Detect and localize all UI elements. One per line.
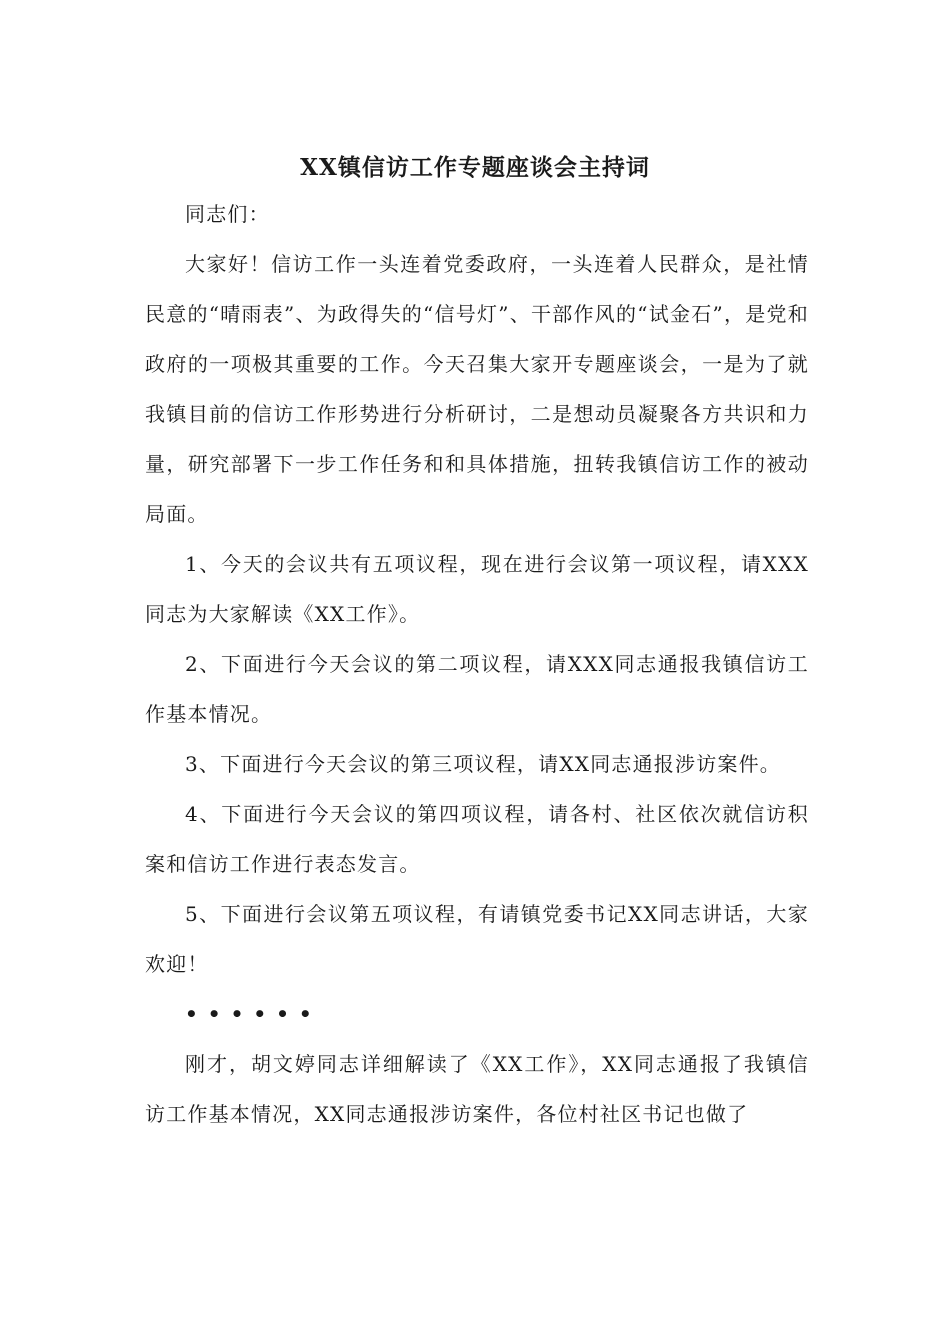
- agenda-item-2: 2、下面进行今天会议的第二项议程，请XXX同志通报我镇信访工作基本情况。: [145, 652, 809, 726]
- document-title: XX镇信访工作专题座谈会主持词: [300, 154, 650, 181]
- summary-paragraph: 刚才，胡文婷同志详细解读了《XX工作》，XX同志通报了我镇信访工作基本情况，XX同志通报涉访案件，各位村社区书记也做了: [145, 1052, 809, 1126]
- salutation: 同志们：: [185, 202, 270, 226]
- opening-paragraph: 大家好！信访工作一头连着党委政府，一头连着人民群众，是社情民意的“晴雨表”、为政得失的“信号灯”、干部作风的“试金石”，是党和政府的一项极其重要的工作。今天召集大家开专题座谈会，一是为了就我镇目前的信访工作形势进行分析研讨，二是想动员凝聚各方共识和力量，研究部署下一步工作任务和和具体措施，扭转我镇信访工作的被动局面。: [145, 252, 809, 526]
- agenda-item-4: 4、下面进行今天会议的第四项议程，请各村、社区依次就信访积案和信访工作进行表态发言。: [145, 802, 809, 876]
- document-body: [145, 189, 809, 1139]
- agenda-item-3: 3、下面进行今天会议的第三项议程，请XX同志通报涉访案件。: [185, 752, 782, 776]
- ellipsis-separator: ••••••: [185, 1002, 322, 1026]
- agenda-item-5: 5、下面进行会议第五项议程，有请镇党委书记XX同志讲话，大家欢迎！: [145, 902, 809, 976]
- agenda-item-1: 1、今天的会议共有五项议程，现在进行会议第一项议程，请XXX同志为大家解读《XX工作》。: [145, 552, 809, 626]
